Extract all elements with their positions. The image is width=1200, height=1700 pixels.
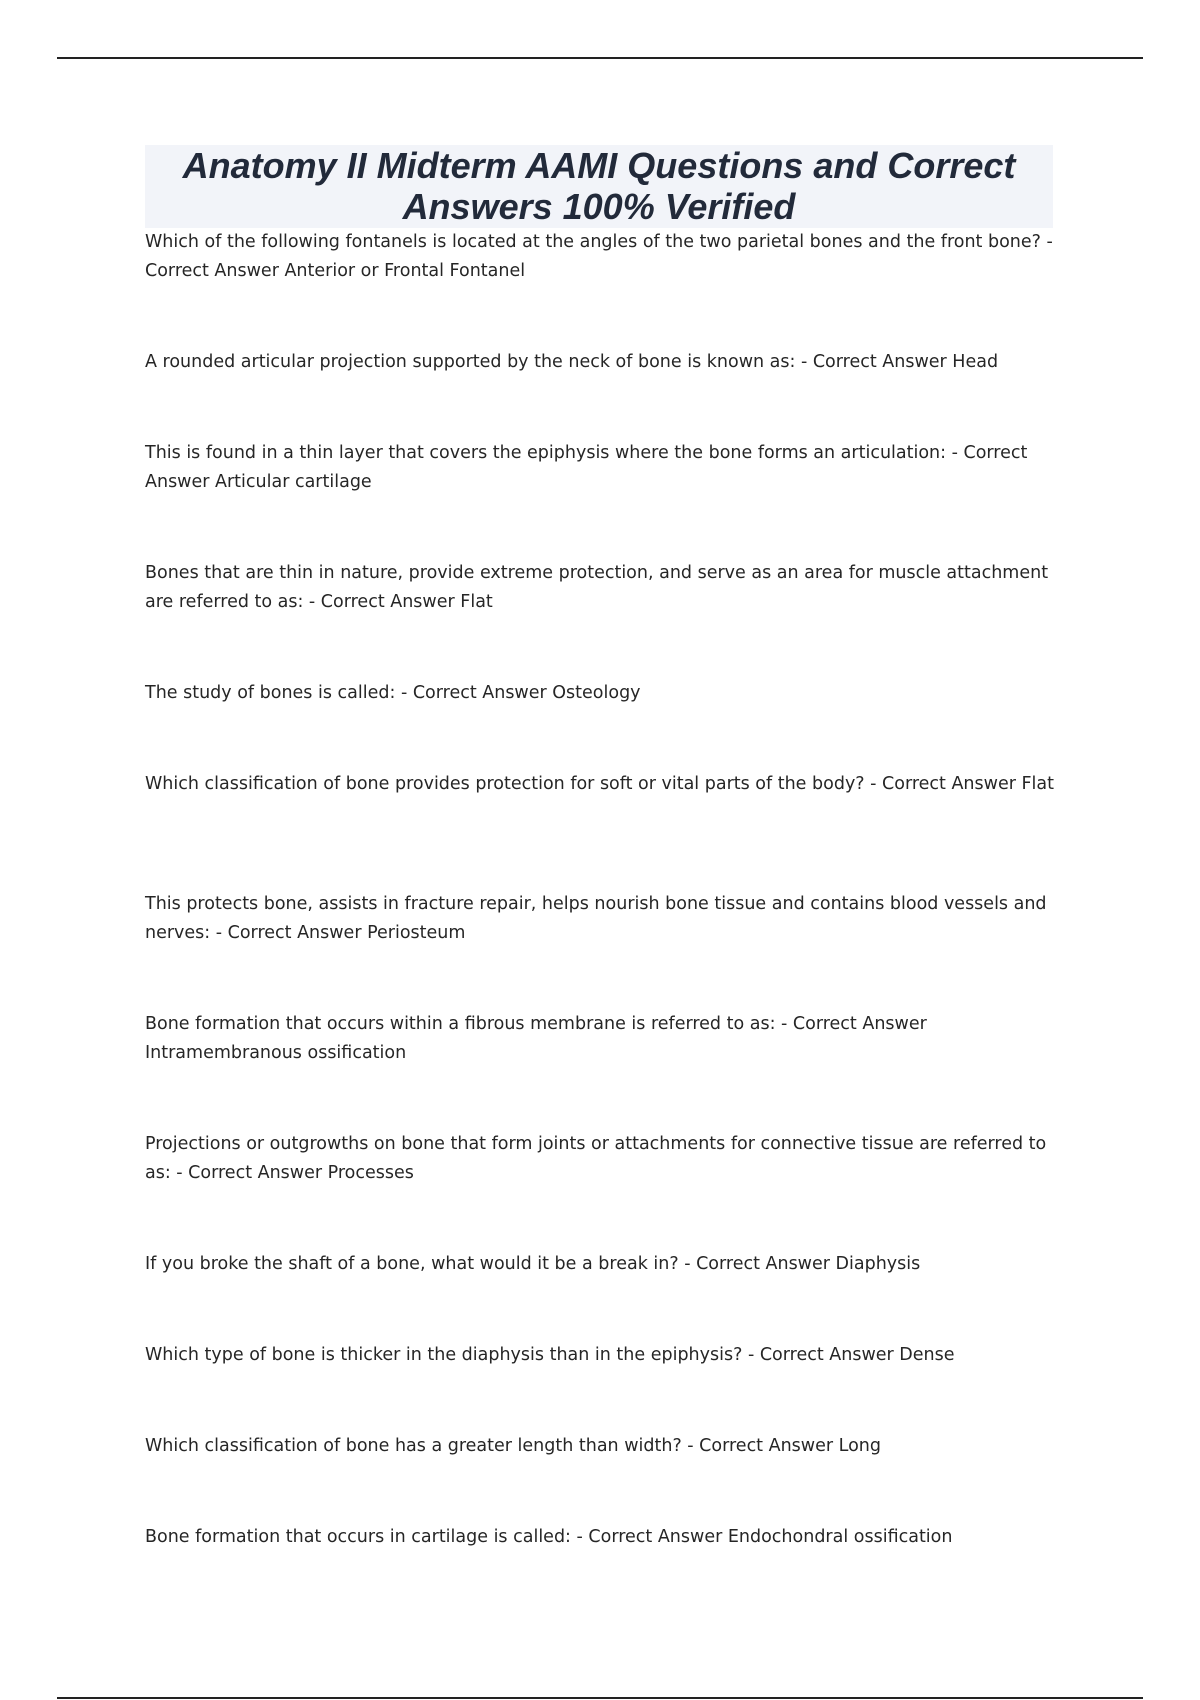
- bottom-divider: [57, 1697, 1143, 1699]
- qa-item-7: This protects bone, assists in fracture repair, helps nourish bone tissue and contains blood vessels and nerves: - Correct Answer Periosteum: [145, 894, 1047, 943]
- qa-item-2: A rounded articular projection supported by the neck of bone is known as: - Correct Answer Head: [145, 352, 999, 372]
- title-banner: [145, 145, 1053, 228]
- qa-item-5: The study of bones is called: - Correct Answer Osteology: [145, 683, 641, 703]
- qa-item-4: Bones that are thin in nature, provide extreme protection, and serve as an area for muscle attachment are referred to as: - Correct Answer Flat: [145, 563, 1049, 612]
- qa-item-11: Which type of bone is thicker in the diaphysis than in the epiphysis? - Correct Answer Dense: [145, 1345, 955, 1365]
- qa-item-10: If you broke the shaft of a bone, what would it be a break in? - Correct Answer Diaphysis: [145, 1254, 921, 1274]
- qa-item-12: Which classification of bone has a greater length than width? - Correct Answer Long: [145, 1436, 881, 1456]
- top-divider: [57, 57, 1143, 59]
- qa-item-9: Projections or outgrowths on bone that form joints or attachments for connective tissue are referred to as: - Correct Answer Processes: [145, 1134, 1047, 1183]
- qa-item-3: This is found in a thin layer that covers the epiphysis where the bone forms an articulation: - Correct Answer Articular cartilage: [145, 443, 1028, 492]
- qa-item-6: Which classification of bone provides protection for soft or vital parts of the body? - Correct Answer Flat: [145, 774, 1054, 794]
- qa-item-13: Bone formation that occurs in cartilage is called: - Correct Answer Endochondral ossification: [145, 1527, 953, 1547]
- qa-item-1: Which of the following fontanels is located at the angles of the two parietal bones and the front bone? - Correct Answer Anterior or Frontal Fontanel: [145, 232, 1053, 281]
- qa-item-8: Bone formation that occurs within a fibrous membrane is referred to as: - Correct Answer Intramembranous ossification: [145, 1014, 927, 1063]
- document-title: Anatomy II Midterm AAMI Questions and Correct Answers 100% Verified: [182, 145, 1016, 227]
